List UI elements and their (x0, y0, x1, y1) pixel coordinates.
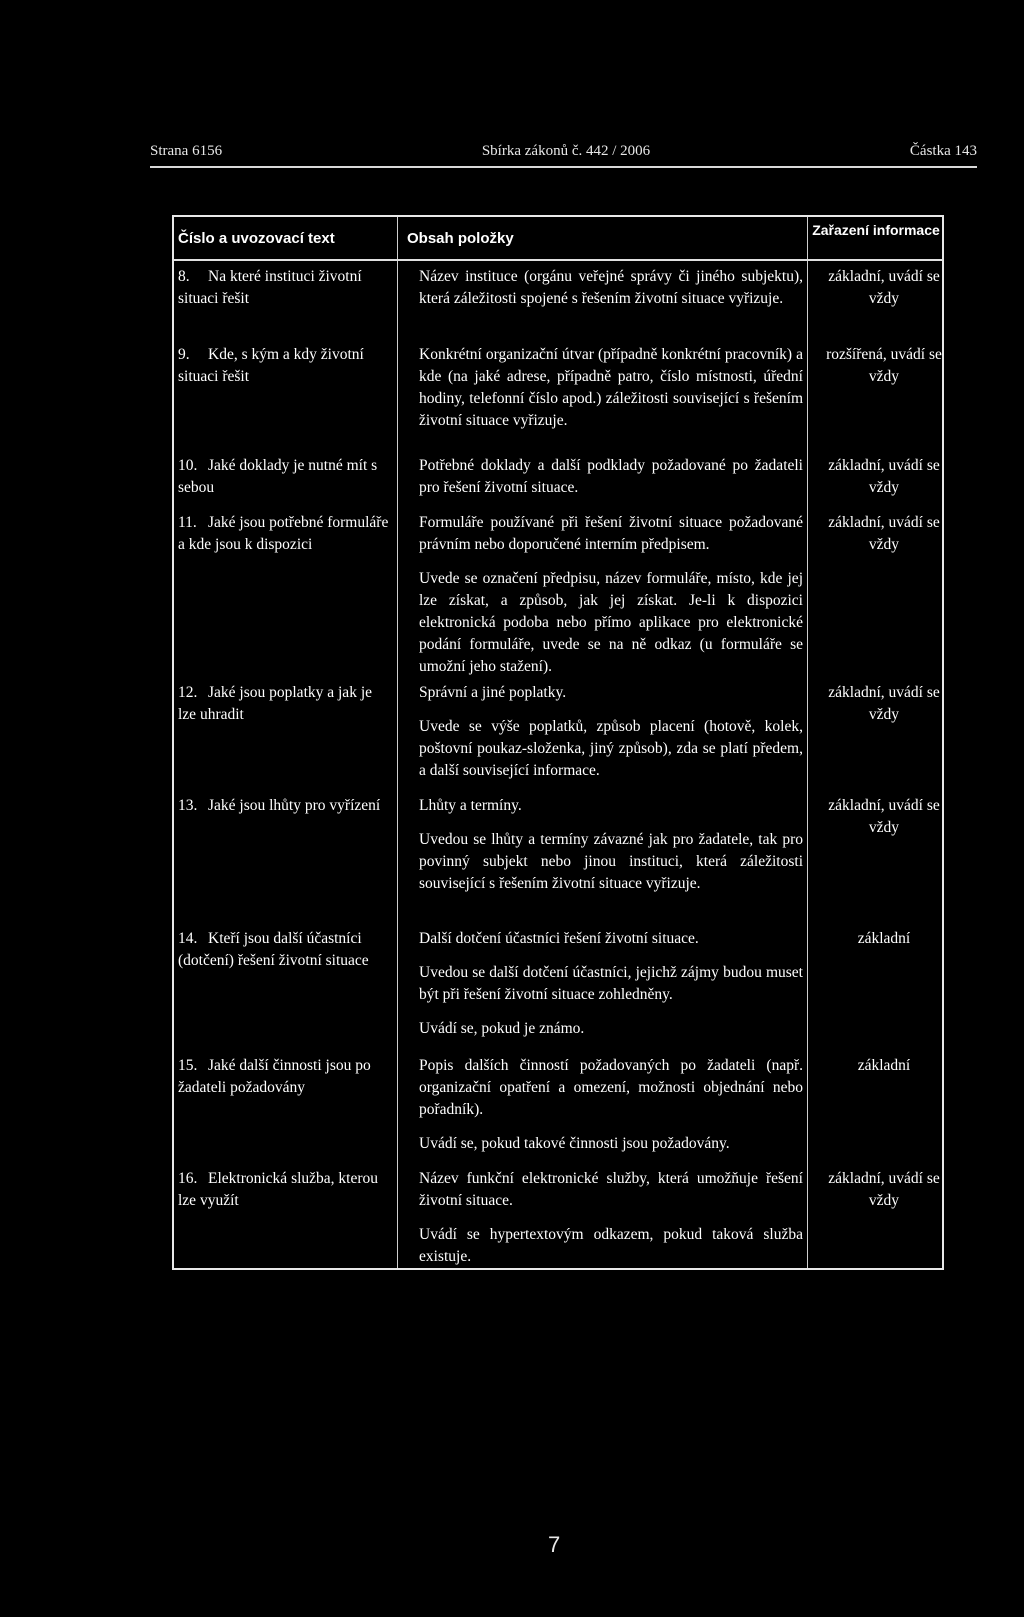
column-header-classification: Zařazení informace (812, 222, 940, 238)
row-question: 12. Jaké jsou poplatky a jak je lze uhradit (178, 684, 372, 723)
column-header-content: Obsah položky (407, 230, 514, 247)
row-classification: základní (857, 1057, 911, 1074)
row-classification: základní, uvádí se vždy (828, 1170, 940, 1209)
legal-table (172, 215, 944, 1270)
row-question: 8. Na které instituci životní situaci řešit (178, 268, 362, 307)
header-collection-label: Sbírka zákonů č. 442 / 2006 (481, 143, 651, 159)
row-content: Další dotčení účastníci řešení životní situace. Uvedou se další dotčení účastníci, jejichž zájmy budou muset být při řešení životní situace zohledněny. Uvádí se, pokud je známo. (419, 930, 803, 1037)
header-part-label: Částka 143 (909, 143, 977, 159)
header-rule-line (174, 259, 942, 261)
row-question: 9. Kde, s kým a kdy životní situaci řešit (178, 346, 364, 385)
row-content: Správní a jiné poplatky. Uvede se výše poplatků, způsob placení (hotově, kolek, poštovní poukaz-složenka, jiný způsob), zda se platí předem, a další související informace. (419, 684, 803, 779)
column-divider (807, 217, 808, 1268)
row-classification: základní, uvádí se vždy (828, 684, 940, 723)
row-question: 16. Elektronická služba, kterou lze využít (178, 1170, 379, 1209)
column-header-number: Číslo a uvozovací text (178, 230, 335, 247)
row-classification: základní, uvádí se vždy (828, 797, 940, 836)
row-content: Potřebné doklady a další podklady požadované po žadateli pro řešení životní situace. (419, 457, 803, 496)
row-content: Lhůty a termíny. Uvedou se lhůty a termíny závazné jak pro žadatele, tak pro povinný subjekt nebo jinou instituci, která záležitosti související s řešením životní situace vyřizuje. (419, 797, 803, 892)
header-rule (150, 166, 977, 168)
header-page-label: Strana 6156 (150, 143, 223, 159)
column-divider (397, 217, 398, 1268)
page-number: 7 (548, 1532, 561, 1557)
row-question: 14. Kteří jsou další účastníci (dotčení) řešení životní situace (178, 930, 369, 969)
row-classification: základní, uvádí se vždy (828, 457, 940, 496)
row-classification: základní, uvádí se vždy (828, 514, 940, 553)
page-header (150, 143, 977, 160)
row-question: 11. Jaké jsou potřebné formuláře a kde jsou k dispozici (178, 514, 389, 553)
row-question: 13. Jaké jsou lhůty pro vyřízení (178, 797, 381, 814)
row-question: 15. Jaké další činnosti jsou po žadateli požadovány (178, 1057, 371, 1096)
row-content: Název funkční elektronické služby, která umožňuje řešení životní situace. Uvádí se hypertextovým odkazem, pokud taková služba existuje. (419, 1170, 803, 1265)
row-classification: základní (857, 930, 911, 947)
row-content: Popis dalších činností požadovaných po žadateli (např. organizační opatření a omezení, možnosti objednání nebo pořadník). Uvádí se, pokud takové činnosti jsou požadovány. (419, 1057, 803, 1152)
row-content: Formuláře používané při řešení životní situace požadované právním nebo doporučené interním předpisem. Uvede se označení předpisu, název formuláře, místo, kde jej lze získat, a způsob, jak jej získat. Je-li k dispozici elektronická podoba nebo přímo aplikace pro elektronické podání formuláře, uvede se na ně odkaz (u formuláře se umožní jeho stažení). (419, 514, 803, 675)
row-classification: základní, uvádí se vždy (828, 268, 940, 307)
row-content: Konkrétní organizační útvar (případně konkrétní pracovník) a kde (na jaké adrese, případně patro, číslo místnosti, úřední hodiny, telefonní číslo apod.) záležitosti související s řešením životní situace vyřizuje. (419, 346, 803, 429)
row-question: 10. Jaké doklady je nutné mít s sebou (178, 457, 378, 496)
row-classification: rozšířená, uvádí se vždy (826, 346, 942, 385)
row-content: Název instituce (orgánu veřejné správy či jiného subjektu), která záležitosti spojené s řešením životní situace vyřizuje. (419, 268, 803, 307)
